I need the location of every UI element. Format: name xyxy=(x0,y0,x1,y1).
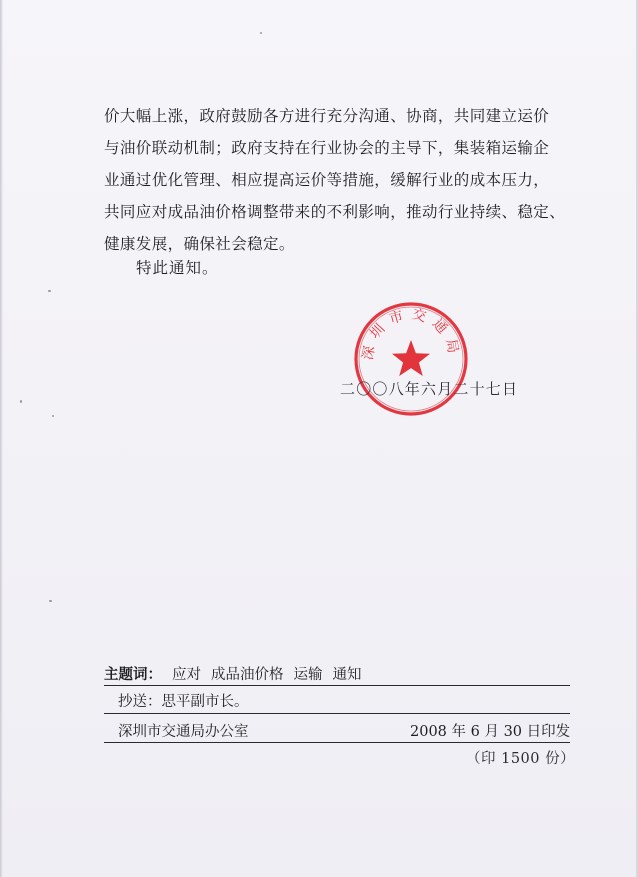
keyword: 运输 xyxy=(293,667,323,683)
body-line: 价大幅上涨，政府鼓励各方进行充分沟通、协商，共同建立运价 xyxy=(104,107,550,125)
body-line: 与油价联动机制；政府支持在行业协会的主导下，集装箱运输企 xyxy=(104,139,550,157)
scan-left-edge xyxy=(0,0,3,877)
signature-date: 二〇〇八年六月二十七日 xyxy=(340,380,519,398)
divider xyxy=(104,713,570,714)
keywords-label: 主题词： xyxy=(104,666,162,683)
closing-notice: 特此通知。 xyxy=(136,259,219,277)
body-line: 业通过优化管理、相应提高运价等措施，缓解行业的成本压力， xyxy=(104,171,550,189)
divider xyxy=(104,685,570,686)
seal-star xyxy=(392,340,430,376)
cc-line: 抄送：思平副市长。 xyxy=(118,694,249,710)
official-seal xyxy=(352,300,470,418)
seal-text: 深圳市交通局 xyxy=(359,306,463,362)
issue-date: 2008 年 6 月 30 日印发 xyxy=(410,724,571,740)
body-line: 共同应对成品油价格调整带来的不利影响，推动行业持续、稳定、 xyxy=(104,203,566,221)
body-line: 健康发展，确保社会稳定。 xyxy=(104,235,295,253)
divider xyxy=(104,742,570,743)
keywords-row xyxy=(104,663,574,684)
issuing-office: 深圳市交通局办公室 xyxy=(118,724,249,740)
print-copies: （印 1500 份） xyxy=(466,751,576,767)
keyword: 应对 xyxy=(172,667,201,683)
keyword: 通知 xyxy=(332,667,362,683)
keyword: 成品油价格 xyxy=(211,667,284,683)
body-paragraph xyxy=(104,100,574,260)
